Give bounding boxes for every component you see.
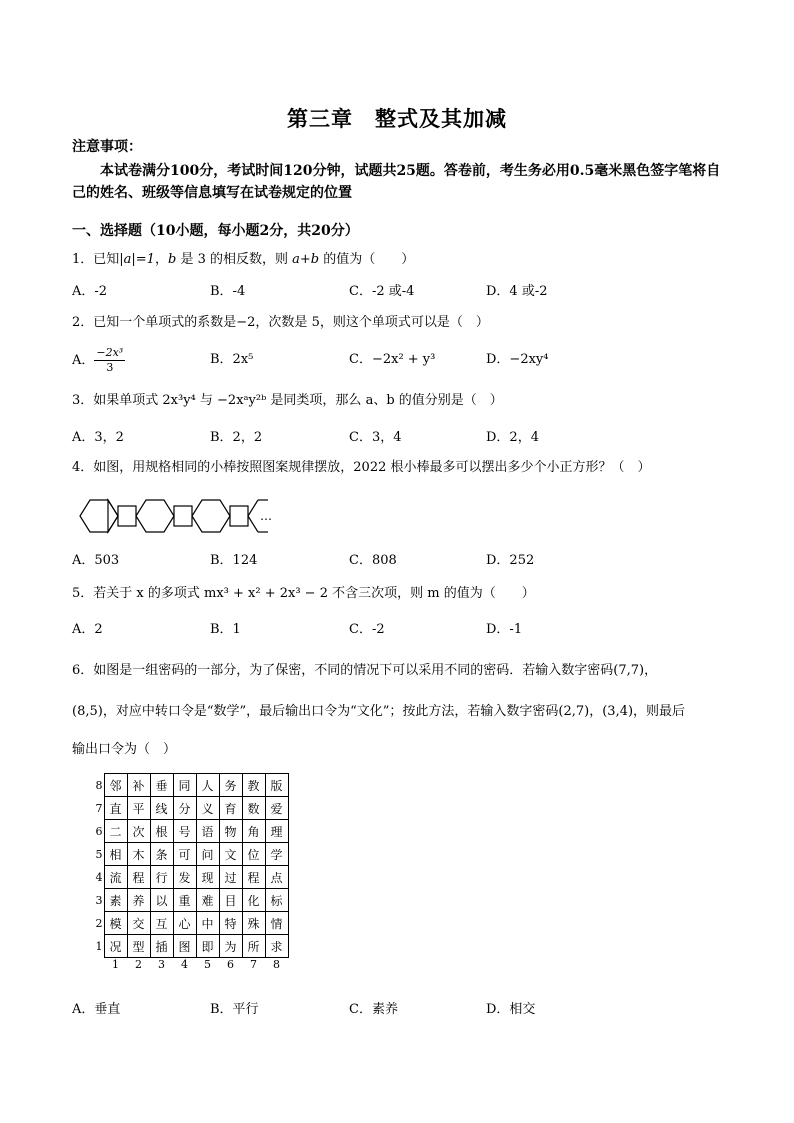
grid-cell: 型 [127, 935, 150, 958]
grid-cell: 平 [127, 797, 150, 820]
grid-cell: 木 [127, 843, 150, 866]
q1-option-b[interactable]: B．-4 [210, 284, 246, 299]
q1-text-pre: 1．已知 [72, 252, 120, 267]
grid-cell: 重 [173, 889, 196, 912]
grid-cell: 同 [173, 774, 196, 797]
q6-option-b[interactable]: B．平行 [210, 1002, 259, 1017]
grid-column-label: 6 [227, 958, 234, 971]
grid-cell: 发 [173, 866, 196, 889]
grid-cell: 殊 [242, 912, 265, 935]
q6-option-c[interactable]: C．素养 [349, 1002, 398, 1017]
question-2-options [72, 340, 712, 376]
question-4-stem: 4．如图，用规格相同的小棒按照图案规律摆放，2022 根小棒最多可以摆出多少个小正方形？（ ） [72, 460, 651, 475]
notice-heading: 注意事项： [72, 139, 142, 155]
grid-row-label: 5 [95, 847, 103, 861]
grid-cell: 化 [242, 889, 265, 912]
grid-cell: 义 [196, 797, 219, 820]
grid-row [82, 889, 288, 912]
q5-option-d[interactable]: D．-1 [486, 622, 523, 637]
grid-cell: 位 [242, 843, 265, 866]
grid-cell: 即 [196, 935, 219, 958]
grid-row [82, 866, 288, 889]
q3-option-d[interactable]: D．2，4 [486, 430, 539, 445]
q2-option-a[interactable] [72, 346, 125, 375]
grid-cell: 语 [196, 820, 219, 843]
grid-cell: 插 [150, 935, 173, 958]
grid-cell: 所 [242, 935, 265, 958]
q2-frac-denominator: 3 [106, 361, 114, 374]
grid-cell: 流 [104, 866, 127, 889]
q4-option-d[interactable]: D．252 [486, 553, 535, 568]
q1-text-post: 的值为（ ） [319, 252, 415, 267]
grid-column-label: 7 [250, 958, 257, 971]
question-2-stem: 2．已知一个单项式的系数是−2，次数是 5，则这个单项式可以是（ ） [72, 315, 489, 330]
question-3-stem: 3．如果单项式 2x³y⁴ 与 −2xᵃy²ᵇ 是同类项，那么 a、b 的值分别是（ ） [72, 393, 503, 408]
grid-column-labels [82, 958, 288, 973]
grid-column-label: 4 [181, 958, 188, 971]
grid-cell: 条 [150, 843, 173, 866]
grid-cell: 中 [196, 912, 219, 935]
grid-cell: 情 [265, 912, 288, 935]
q2-option-d[interactable]: D．−2xy⁴ [486, 352, 549, 367]
grid-cell: 心 [173, 912, 196, 935]
grid-column-label: 1 [112, 958, 119, 971]
password-grid-figure [82, 773, 289, 972]
password-grid [82, 773, 289, 972]
q4-option-a[interactable]: A．503 [72, 553, 120, 568]
q1-option-d[interactable]: D．4 或-2 [486, 284, 548, 299]
grid-cell: 务 [219, 774, 242, 797]
grid-cell: 次 [127, 820, 150, 843]
grid-cell: 版 [265, 774, 288, 797]
page-title: 第三章 整式及其加减 [287, 106, 507, 131]
q2-frac-numerator: −2x³ [96, 346, 124, 359]
grid-cell: 人 [196, 774, 219, 797]
q2-option-c[interactable]: C．−2x² + y³ [349, 352, 436, 367]
grid-cell: 况 [104, 935, 127, 958]
section-heading-choice: 一、选择题（10小题，每小题2分，共20分） [72, 223, 359, 239]
q1-text-mid: ， [154, 252, 168, 267]
grid-cell: 点 [265, 866, 288, 889]
grid-cell: 学 [265, 843, 288, 866]
q1-expr-ab: a+b [292, 252, 320, 267]
grid-cell: 邻 [104, 774, 127, 797]
grid-cell: 交 [127, 912, 150, 935]
q1-text-mid2: 是 3 的相反数，则 [176, 252, 293, 267]
grid-row [82, 820, 288, 843]
grid-row-label: 3 [95, 893, 103, 907]
grid-corner [82, 958, 104, 973]
question-6-line-1: 6．如图是一组密码的一部分，为了保密，不同的情况下可以采用不同的密码．若输入数字密码(7,7)， [72, 663, 658, 678]
grid-row [82, 774, 288, 797]
grid-cell: 目 [219, 889, 242, 912]
grid-cell: 二 [104, 820, 127, 843]
grid-cell: 现 [196, 866, 219, 889]
grid-row-label: 7 [95, 801, 103, 815]
grid-cell: 线 [150, 797, 173, 820]
grid-row [82, 843, 288, 866]
q4-option-c[interactable]: C．808 [349, 553, 397, 568]
password-grid-body [82, 774, 288, 973]
grid-cell: 根 [150, 820, 173, 843]
grid-cell: 爱 [265, 797, 288, 820]
q1-abs-a: |a|=1 [119, 252, 155, 267]
grid-cell: 难 [196, 889, 219, 912]
grid-cell: 求 [265, 935, 288, 958]
grid-row-label: 6 [95, 824, 103, 838]
grid-cell: 养 [127, 889, 150, 912]
hexagon-square-pattern-figure [78, 492, 278, 544]
q2-option-a-label: A． [72, 353, 95, 368]
grid-cell: 模 [104, 912, 127, 935]
q3-option-c[interactable]: C．3，4 [349, 430, 402, 445]
grid-cell: 素 [104, 889, 127, 912]
grid-cell: 图 [173, 935, 196, 958]
grid-cell: 过 [219, 866, 242, 889]
grid-cell: 数 [242, 797, 265, 820]
grid-row-label: 4 [95, 870, 103, 884]
grid-column-label: 3 [158, 958, 165, 971]
q2-option-a-fraction [94, 346, 125, 375]
grid-row-label: 1 [95, 939, 103, 953]
q5-option-a[interactable]: A．2 [72, 622, 103, 637]
grid-cell: 问 [196, 843, 219, 866]
notice-body: 本试卷满分100分，考试时间120分钟，试题共25题。答卷前，考生务必用0.5毫米黑色签字笔将自己的姓名、班级等信息填写在试卷规定的位置 [72, 163, 721, 201]
grid-column-label: 5 [204, 958, 211, 971]
grid-cell: 标 [265, 889, 288, 912]
grid-row-label: 8 [95, 778, 103, 792]
q1-var-b: b [167, 252, 177, 267]
grid-cell: 分 [173, 797, 196, 820]
grid-cell: 程 [127, 866, 150, 889]
grid-column-label: 8 [273, 958, 280, 971]
grid-cell: 可 [173, 843, 196, 866]
grid-cell: 理 [265, 820, 288, 843]
grid-cell: 教 [242, 774, 265, 797]
grid-cell: 为 [219, 935, 242, 958]
grid-row [82, 797, 288, 820]
grid-cell: 特 [219, 912, 242, 935]
q6-option-a[interactable]: A．垂直 [72, 1002, 121, 1017]
grid-cell: 垂 [150, 774, 173, 797]
grid-cell: 号 [173, 820, 196, 843]
grid-column-label: 2 [135, 958, 142, 971]
grid-cell: 育 [219, 797, 242, 820]
grid-cell: 物 [219, 820, 242, 843]
q5-option-b[interactable]: B．1 [210, 622, 241, 637]
q1-option-a[interactable]: A．-2 [72, 284, 108, 299]
grid-cell: 以 [150, 889, 173, 912]
q4-option-b[interactable]: B．124 [210, 553, 258, 568]
question-6-line-3: 输出口令为（ ） [72, 742, 177, 757]
hexagon-pattern-svg [78, 492, 278, 540]
q6-option-d[interactable]: D．相交 [486, 1002, 536, 1017]
q5-option-c[interactable]: C．-2 [349, 622, 385, 637]
grid-row [82, 935, 288, 958]
q3-option-b[interactable]: B．2，2 [210, 430, 263, 445]
grid-cell: 互 [150, 912, 173, 935]
grid-cell: 相 [104, 843, 127, 866]
question-1-stem [72, 248, 414, 267]
grid-cell: 补 [127, 774, 150, 797]
question-5-stem: 5．若关于 x 的多项式 mx³ + x² + 2x³ − 2 不含三次项，则 m 的值为（ ） [72, 586, 535, 601]
grid-cell: 直 [104, 797, 127, 820]
grid-cell: 行 [150, 866, 173, 889]
question-6-line-2: (8,5)，对应中转口令是“数学”，最后输出口令为“文化”；按此方法，若输入数字密码(2,7)，(3,4)，则最后 [72, 704, 686, 719]
grid-cell: 角 [242, 820, 265, 843]
grid-cell: 程 [242, 866, 265, 889]
q3-option-a[interactable]: A．3，2 [72, 430, 124, 445]
q1-option-c[interactable]: C．-2 或-4 [349, 284, 415, 299]
figure-ellipsis: … [260, 509, 272, 523]
grid-cell: 文 [219, 843, 242, 866]
q2-option-b[interactable]: B．2x⁵ [210, 352, 254, 367]
grid-row [82, 912, 288, 935]
grid-row-label: 2 [95, 916, 103, 930]
